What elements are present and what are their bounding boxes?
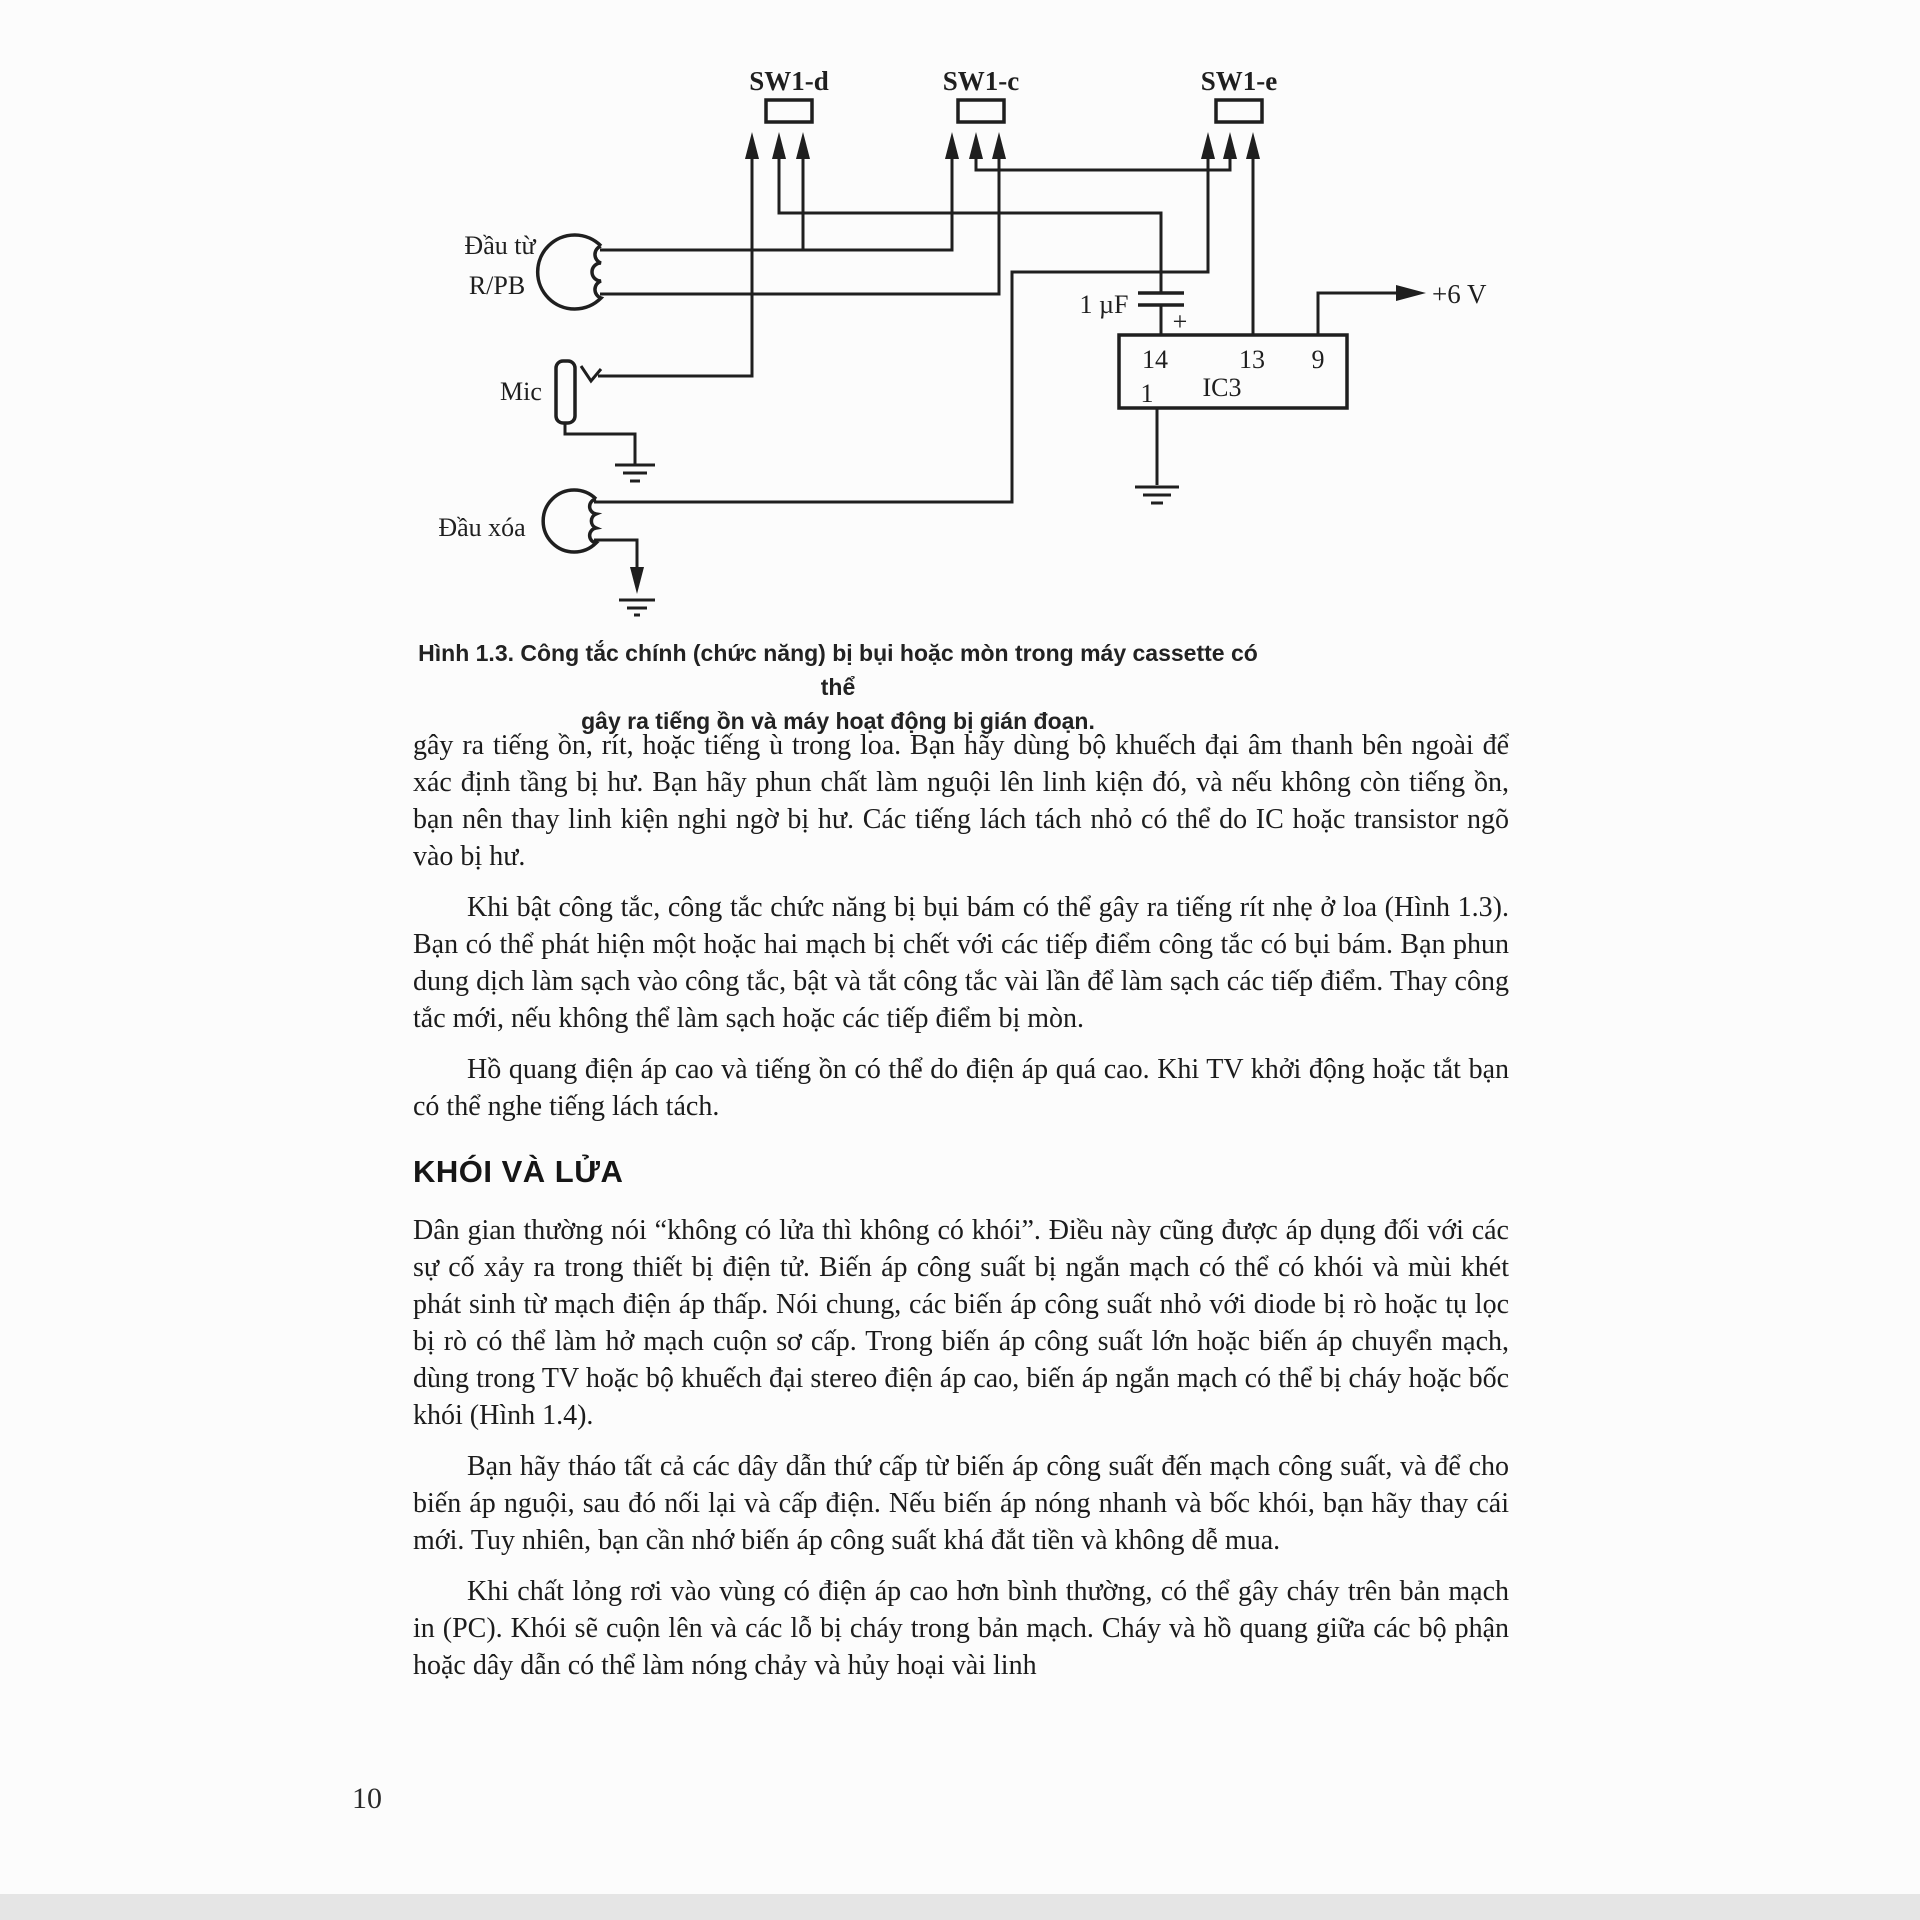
head-coil-icon: [538, 235, 601, 309]
erase-head-label: Đầu xóa: [438, 513, 526, 542]
paragraph: Khi chất lỏng rơi vào vùng có điện áp cao hơn bình thường, có thể gây cháy trên bản mạch in (PC). Khói sẽ cuộn lên và các lỗ bị cháy trong bản mạch. Cháy và hồ quang giữa các bộ phận hoặc dây dẫn có thể làm nóng chảy và hủy hoại vài linh: [413, 1576, 1509, 1681]
circuit-wires: [565, 157, 1398, 568]
arrow-right-icon: [1396, 285, 1426, 301]
switch-label: SW1-c: [942, 66, 1020, 96]
page-bottom-edge: [0, 1894, 1920, 1920]
switch-label: SW1-e: [1200, 66, 1278, 96]
supply-6v: [1396, 279, 1487, 309]
ground-icon: [615, 465, 655, 481]
switch-contact-box: [1216, 100, 1262, 122]
erase-head-symbol: [438, 490, 655, 615]
paragraph: Bạn hãy tháo tất cả các dây dẫn thứ cấp từ biến áp công suất đến mạch công suất, và để cho biến áp nguội, sau đó nối lại và cấp điện. Nếu biến áp nóng nhanh và bốc khói, bạn hãy thay cái mới. Tuy nhiên, bạn cần nhớ biến áp công suất khá đắt tiền và không dễ mua.: [413, 1451, 1509, 1556]
page-number: 10: [352, 1782, 382, 1815]
tape-head-label-line2: R/PB: [468, 271, 526, 300]
switch-sw1e: [1201, 66, 1278, 159]
tape-head-label-line1: Đầu từ: [464, 231, 536, 260]
arrow-down-icon: [630, 567, 644, 594]
mic-jack-symbol: [500, 361, 655, 481]
arrow-up-icon: [969, 132, 983, 159]
figure-schematic: [0, 0, 1920, 630]
switch-contact-box: [766, 100, 812, 122]
ic-pin-1: 1: [1140, 379, 1154, 408]
capacitor-symbol: [1080, 290, 1188, 336]
ic-pin-13: 13: [1239, 345, 1265, 374]
switch-sw1d: [745, 66, 829, 159]
arrow-up-icon: [1201, 132, 1215, 159]
jack-contact-icon: [581, 366, 601, 381]
ground-icon: [1135, 487, 1179, 503]
figure-caption-line1: Hình 1.3. Công tắc chính (chức năng) bị bụi hoặc mòn trong máy cassette có thể: [418, 640, 1258, 700]
tape-head-symbol: [464, 231, 601, 309]
ground-icon: [619, 600, 655, 615]
paragraph: Khi bật công tắc, công tắc chức năng bị bụi bám có thể gây ra tiếng rít nhẹ ở loa (Hình 1.3). Bạn có thể phát hiện một hoặc hai mạch bị chết với các tiếp điểm công tắc có bụi bám. Bạn phun dung dịch làm sạch vào công tắc, bật và tắt công tắc vài lần để làm sạch các tiếp điểm. Thay công tắc mới, nếu không thể làm sạch hoặc các tiếp điểm bị mòn.: [413, 892, 1509, 1034]
paragraph: gây ra tiếng ồn, rít, hoặc tiếng ù trong loa. Bạn hãy dùng bộ khuếch đại âm thanh bên ngoài để xác định tầng bị hư. Bạn hãy phun chất làm nguội lên linh kiện đó, và nếu không còn tiếng ồn, bạn nên thay linh kiện nghi ngờ bị hư. Các tiếng lách tách nhỏ có thể do IC hoặc transistor ngõ vào bị hư.: [413, 730, 1509, 872]
arrow-up-icon: [796, 132, 810, 159]
mic-label: Mic: [500, 377, 542, 406]
arrow-up-icon: [1246, 132, 1260, 159]
switch-label: SW1-d: [749, 66, 829, 96]
body-text-column: [413, 710, 1509, 1698]
head-coil-icon: [543, 490, 596, 552]
ic-pin-14: 14: [1142, 345, 1168, 374]
supply-label: +6 V: [1432, 279, 1487, 309]
arrow-up-icon: [945, 132, 959, 159]
arrow-up-icon: [772, 132, 786, 159]
switch-contact-box: [958, 100, 1004, 122]
figure-caption-line2: gây ra tiếng ồn và máy hoạt động bị gián đoạn.: [581, 708, 1095, 734]
switch-sw1c: [943, 66, 1020, 159]
ic3-symbol: [1119, 335, 1347, 503]
paragraph: Dân gian thường nói “không có lửa thì không có khói”. Điều này cũng được áp dụng đối với các sự cố xảy ra trong thiết bị điện tử. Biến áp công suất bị ngắn mạch có thể có khói và mùi khét phát sinh từ mạch điện áp thấp. Nói chung, các biến áp công suất nhỏ với diode bị rò hoặc tụ lọc bị rò có thể làm hở mạch cuộn sơ cấp. Trong biến áp công suất lớn hoặc biến áp chuyển mạch, dùng trong TV hoặc bộ khuếch đại stereo điện áp cao, biến áp ngắn mạch có thể bị cháy hoặc bốc khói (Hình 1.4).: [413, 1215, 1509, 1431]
section-heading: KHÓI VÀ LỬA: [413, 1154, 624, 1189]
arrow-up-icon: [992, 132, 1006, 159]
arrow-up-icon: [1223, 132, 1237, 159]
paragraph: Hồ quang điện áp cao và tiếng ồn có thể do điện áp quá cao. Khi TV khởi động hoặc tắt bạn có thể nghe tiếng lách tách.: [413, 1054, 1509, 1122]
capacitor-polarity: +: [1172, 307, 1188, 336]
jack-body-icon: [556, 361, 575, 423]
ic-name: IC3: [1202, 373, 1242, 402]
ic-pin-9: 9: [1311, 345, 1325, 374]
capacitor-value: 1 µF: [1079, 290, 1129, 319]
arrow-up-icon: [745, 132, 759, 159]
